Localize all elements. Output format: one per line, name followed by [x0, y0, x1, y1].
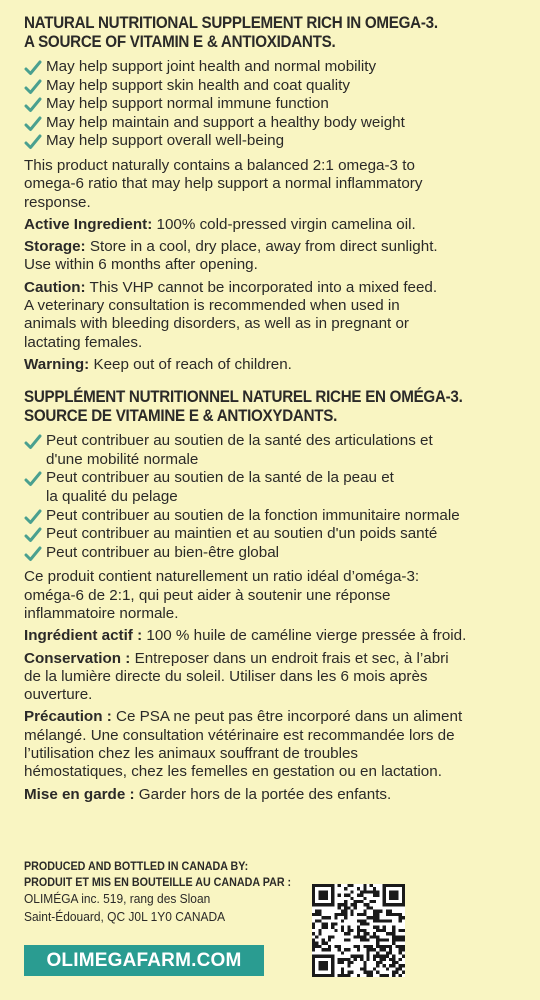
- claim-item: [24, 469, 524, 506]
- claim-item: [24, 544, 524, 563]
- check-icon: [24, 60, 42, 76]
- description: This product naturally contains a balanced 2:1 omega-3 to omega-6 ratio that may help support a normal inflammatory response.: [24, 156, 423, 211]
- storage-label: Conservation :: [24, 649, 131, 667]
- label-content: [24, 14, 524, 808]
- check-icon: [24, 527, 42, 543]
- claim-text: Peut contribuer au soutien de la santé de la peau et la qualité du pelage: [46, 469, 394, 506]
- claim-item: [24, 114, 524, 133]
- claim-text: Peut contribuer au soutien de la santé des articulations et d'une mobilité normale: [46, 432, 433, 468]
- address-line-2: Saint-Édouard, QC J0L 1Y0 CANADA: [24, 909, 226, 924]
- claim-item: [24, 132, 524, 151]
- active-paragraph: Active Ingredient: 100% cold-pressed virgin camelina oil.: [24, 215, 416, 233]
- produced-by-fr: PRODUIT ET MIS EN BOUTEILLE AU CANADA PAR :: [24, 875, 292, 889]
- claim-text: May help support overall well-being: [46, 132, 285, 150]
- check-icon: [24, 471, 42, 487]
- heading-line: SUPPLÉMENT NUTRITIONNEL NATUREL RICHE EN OMÉGA-3.: [24, 388, 463, 407]
- qr-code-icon[interactable]: [312, 884, 405, 977]
- check-icon: [24, 79, 42, 95]
- claim-item: [24, 525, 524, 544]
- check-icon: [24, 134, 42, 150]
- claim-text: Peut contribuer au bien-être global: [46, 543, 280, 561]
- caution-paragraph: Précaution : Ce PSA ne peut pas être incorporé dans un aliment mélangé. Une consultation vétérinaire est recommandée lors de l’utilisation chez les animaux souffrant de troubles hémostatiques, chez les femelles en gestation ou en lactation.: [24, 708, 463, 781]
- claim-item: [24, 58, 524, 77]
- storage-paragraph: Conservation : Entreposer dans un endroit frais et sec, à l’abri de la lumière directe du soleil. Utiliser dans les 6 mois après ouverture.: [24, 649, 449, 704]
- claim-text: Peut contribuer au maintien et au soutien d'un poids santé: [46, 525, 438, 543]
- claim-text: May help support joint health and normal mobility: [46, 58, 377, 75]
- warning-label: Mise en garde :: [24, 785, 135, 803]
- claims-list: [24, 58, 524, 151]
- check-icon: [24, 116, 42, 132]
- claim-item: [24, 77, 524, 96]
- storage-label: Storage:: [24, 238, 86, 256]
- claim-text: Peut contribuer au soutien de la fonction immunitaire normale: [46, 506, 460, 524]
- claim-item: [24, 507, 524, 526]
- claim-text: May help support skin health and coat quality: [46, 76, 350, 94]
- claim-item: [24, 95, 524, 114]
- active-label: Ingrédient actif :: [24, 627, 143, 645]
- claim-item: [24, 432, 524, 469]
- warning-paragraph: Warning: Keep out of reach of children.: [24, 355, 292, 373]
- heading-line: NATURAL NUTRITIONAL SUPPLEMENT RICH IN OMEGA-3.: [24, 14, 438, 32]
- website-badge[interactable]: OLIMEGAFARM.COM: [24, 945, 264, 976]
- caution-label: Caution:: [24, 278, 86, 296]
- check-icon: [24, 97, 42, 113]
- french-section: [24, 388, 524, 804]
- storage-paragraph: Storage: Store in a cool, dry place, away from direct sunlight. Use within 6 months after opening.: [24, 238, 438, 274]
- section-heading: [24, 388, 521, 426]
- claims-list: [24, 432, 524, 562]
- english-section: [24, 14, 524, 374]
- heading-line: A SOURCE OF VITAMIN E & ANTIOXIDANTS.: [24, 33, 336, 51]
- check-icon: [24, 434, 42, 450]
- check-icon: [24, 509, 42, 525]
- footer: [24, 858, 524, 971]
- active-label: Active Ingredient:: [24, 215, 153, 233]
- caution-label: Précaution :: [24, 708, 112, 726]
- heading-line: SOURCE DE VITAMINE E & ANTIOXYDANTS.: [24, 407, 338, 426]
- caution-paragraph: Caution: This VHP cannot be incorporated into a mixed feed. A veterinary consultation is recommended when used in animals with bleeding disorders, as well as in pregnant or lactating females.: [24, 278, 438, 351]
- check-icon: [24, 546, 42, 562]
- address-line-1: OLIMÉGA inc. 519, rang des Sloan: [24, 891, 211, 906]
- warning-paragraph: Mise en garde : Garder hors de la portée des enfants.: [24, 785, 392, 803]
- claim-text: May help support normal immune function: [46, 95, 329, 113]
- produced-by-en: PRODUCED AND BOTTLED IN CANADA BY:: [24, 859, 249, 873]
- active-paragraph: Ingrédient actif : 100 % huile de caméline vierge pressée à froid.: [24, 627, 467, 645]
- warning-label: Warning:: [24, 355, 90, 373]
- section-heading: [24, 14, 521, 52]
- description: Ce produit contient naturellement un ratio idéal d’oméga-3: oméga-6 de 2:1, qui peut aider à soutenir une réponse inflammatoire normale.: [24, 568, 420, 622]
- claim-text: May help maintain and support a healthy body weight: [46, 113, 405, 131]
